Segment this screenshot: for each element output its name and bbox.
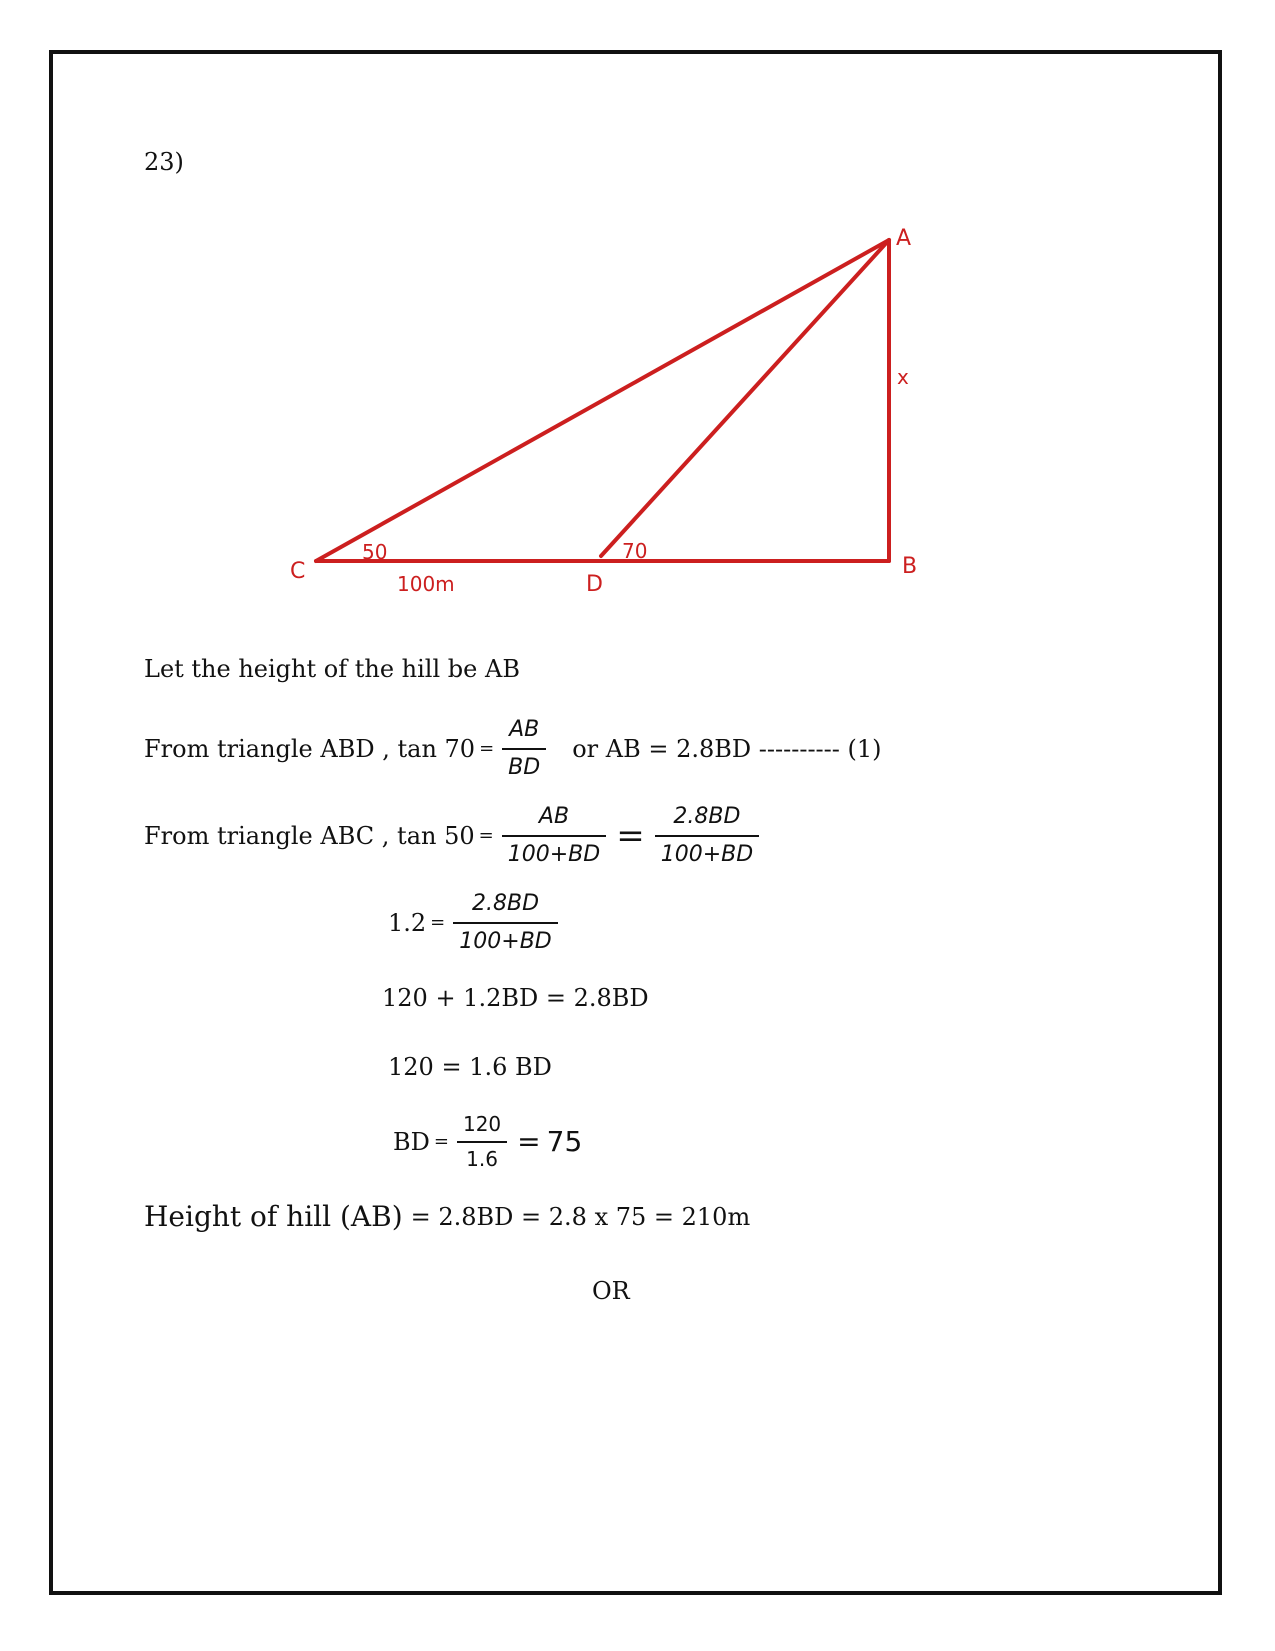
intro-text: Let the height of the hill be AB	[144, 655, 520, 683]
line3-prefix: 1.2	[388, 908, 427, 937]
line6-numerator: 120	[462, 1112, 502, 1136]
line2-numerator-2: 2.8BD	[673, 804, 741, 829]
line2-numerator-1: AB	[538, 804, 570, 829]
equation-line-4: 120 + 1.2BD = 2.8BD	[382, 984, 649, 1012]
line6-denominator: 1.6	[466, 1147, 498, 1171]
cd-length-label: 100m	[397, 572, 455, 596]
equation-line-6	[393, 1112, 582, 1172]
label-d: D	[586, 572, 603, 597]
triangle-diagram	[0, 0, 1275, 640]
or-separator: OR	[592, 1277, 630, 1305]
line6-fraction	[457, 1112, 507, 1172]
fraction-bar	[457, 1141, 507, 1143]
fraction-bar	[655, 835, 759, 837]
fraction-bar	[453, 922, 557, 924]
line3-numerator: 2.8BD	[471, 891, 540, 916]
side-ac	[316, 240, 889, 561]
line1-fraction	[502, 716, 546, 781]
equation-line-2	[144, 803, 763, 868]
line2-denominator-2: 100+BD	[660, 841, 754, 867]
line2-equals-2: =	[616, 815, 645, 856]
equation-line-3	[388, 890, 562, 955]
side-ad	[601, 240, 889, 556]
line2-fraction-2	[655, 803, 759, 868]
fraction-bar	[502, 748, 546, 750]
line2-denominator-1: 100+BD	[507, 841, 601, 867]
equation-line-5: 120 = 1.6 BD	[388, 1053, 552, 1081]
line2-equals: =	[478, 824, 494, 846]
line3-denominator: 100+BD	[459, 928, 552, 954]
final-expression: = 2.8BD = 2.8 x 75 = 210m	[410, 1203, 751, 1231]
line2-prefix: From triangle ABC , tan 50	[144, 821, 475, 850]
question-number: 23)	[144, 148, 184, 176]
line1-equals: =	[479, 737, 495, 759]
angle-c-label: 50	[362, 540, 388, 564]
final-answer	[144, 1200, 751, 1233]
label-b: B	[902, 554, 918, 579]
line6-equals: =	[433, 1131, 449, 1152]
label-x: x	[897, 365, 909, 389]
line1-numerator: AB	[509, 717, 540, 742]
angle-d-label: 70	[622, 539, 648, 563]
line1-denominator: BD	[508, 754, 541, 780]
fraction-bar	[502, 835, 606, 837]
line6-result: 75	[546, 1125, 583, 1158]
line3-equals: =	[430, 911, 446, 933]
equation-line-1	[144, 716, 882, 781]
final-label: Height of hill (AB)	[144, 1200, 403, 1233]
label-a: A	[896, 226, 912, 251]
line2-fraction-1	[502, 803, 606, 868]
line1-prefix: From triangle ABD , tan 70	[144, 734, 476, 763]
line6-equals-2: =	[517, 1125, 541, 1158]
line3-fraction	[453, 890, 557, 955]
label-c: C	[290, 559, 306, 584]
line6-prefix: BD	[393, 1128, 430, 1156]
line1-suffix: or AB = 2.8BD ---------- (1)	[572, 734, 882, 763]
